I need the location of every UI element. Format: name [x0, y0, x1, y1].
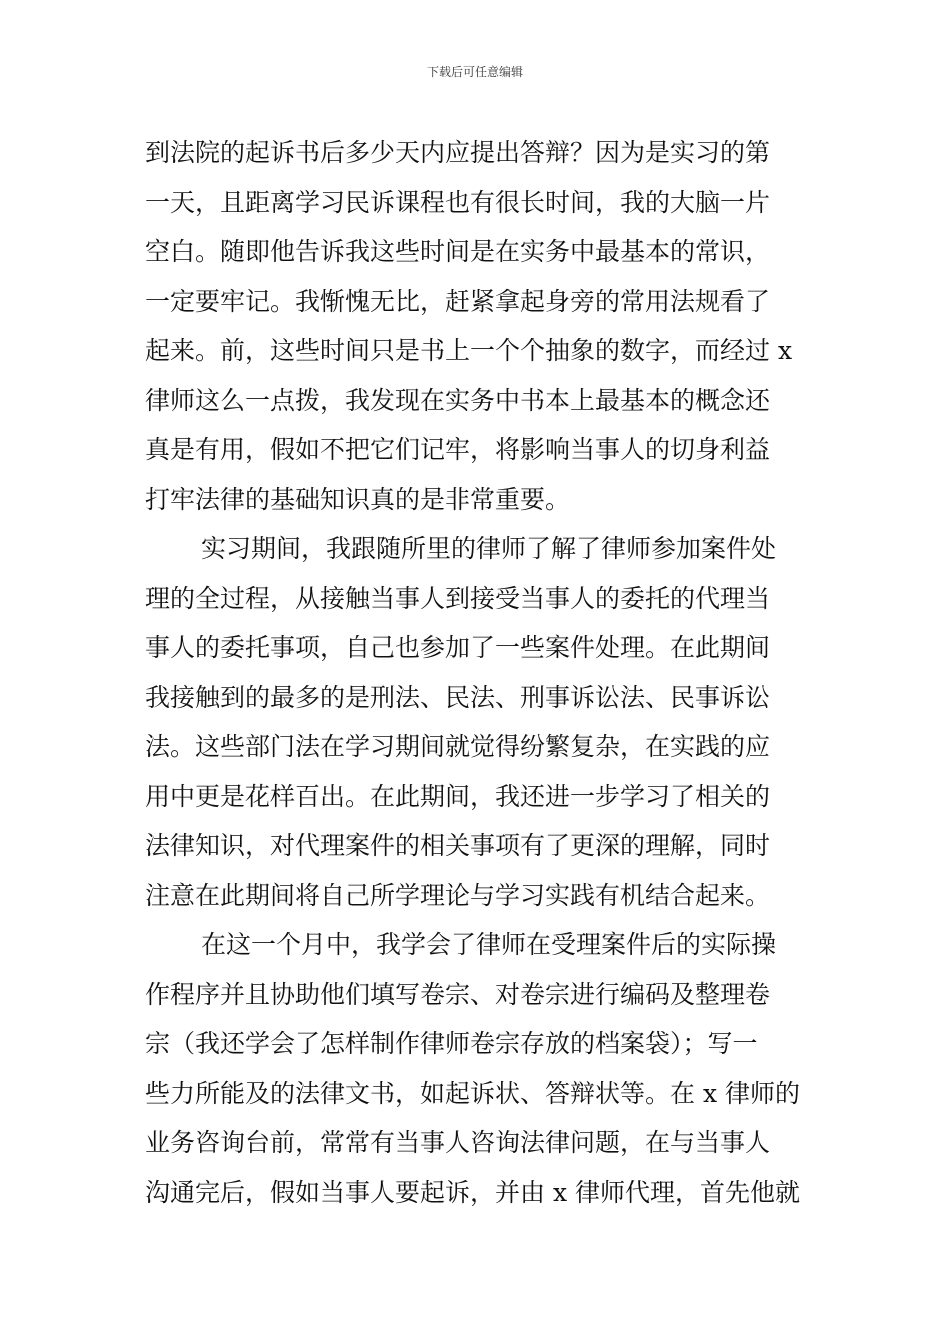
text-line: 我接触到的最多的是刑法、民法、刑事诉讼法、民事诉讼 [145, 682, 771, 712]
text-line: 些力所能及的法律文书，如起诉状、答辩状等。在 x 律师的 [145, 1078, 800, 1108]
text-line: 沟通完后，假如当事人要起诉，并由 x 律师代理，首先他就 [145, 1177, 800, 1207]
text-line: 一定要牢记。我惭愧无比，赶紧拿起身旁的常用法规看了 [145, 286, 771, 316]
text-line: 到法院的起诉书后多少天内应提出答辩？因为是实习的第 [145, 138, 771, 167]
text-line: 宗（我还学会了怎样制作律师卷宗存放的档案袋）；写一 [145, 1029, 758, 1058]
text-line: 一天，且距离学习民诉课程也有很长时间，我的大脑一片 [145, 187, 771, 217]
text-line: 事人的委托事项，自己也参加了一些案件处理。在此期间 [145, 633, 771, 662]
paragraph-1 [145, 128, 807, 524]
text-line: 理的全过程，从接触当事人到接受当事人的委托的代理当 [145, 583, 771, 613]
text-line: 打牢法律的基础知识真的是非常重要。 [145, 484, 571, 514]
document-body [145, 128, 807, 1217]
text-line: 业务咨询台前，常常有当事人咨询法律问题，在与当事人 [145, 1128, 771, 1157]
text-line: 律师这么一点拨，我发现在实务中书本上最基本的概念还 [145, 385, 771, 415]
paragraph-2 [145, 524, 807, 920]
text-line: 作程序并且协助他们填写卷宗、对卷宗进行编码及整理卷 [145, 979, 771, 1009]
text-line: 法。这些部门法在学习期间就觉得纷繁复杂，在实践的应 [145, 732, 771, 761]
paragraph-3 [145, 920, 807, 1217]
text-line: 用中更是花样百出。在此期间，我还进一步学习了相关的 [145, 781, 771, 811]
text-line: 起来。前，这些时间只是书上一个个抽象的数字，而经过 x [145, 336, 793, 365]
text-line: 实习期间，我跟随所里的律师了解了律师参加案件处 [201, 534, 777, 563]
text-line: 空白。随即他告诉我这些时间是在实务中最基本的常识， [145, 237, 771, 266]
page-header: 下载后可任意编辑 [426, 65, 523, 79]
text-line: 真是有用，假如不把它们记牢，将影响当事人的切身利益 [145, 435, 771, 464]
text-line: 注意在此期间将自己所学理论与学习实践有机结合起来。 [145, 880, 771, 910]
text-line: 在这一个月中，我学会了律师在受理案件后的实际操 [201, 930, 777, 959]
text-line: 法律知识，对代理案件的相关事项有了更深的理解，同时 [145, 831, 771, 860]
